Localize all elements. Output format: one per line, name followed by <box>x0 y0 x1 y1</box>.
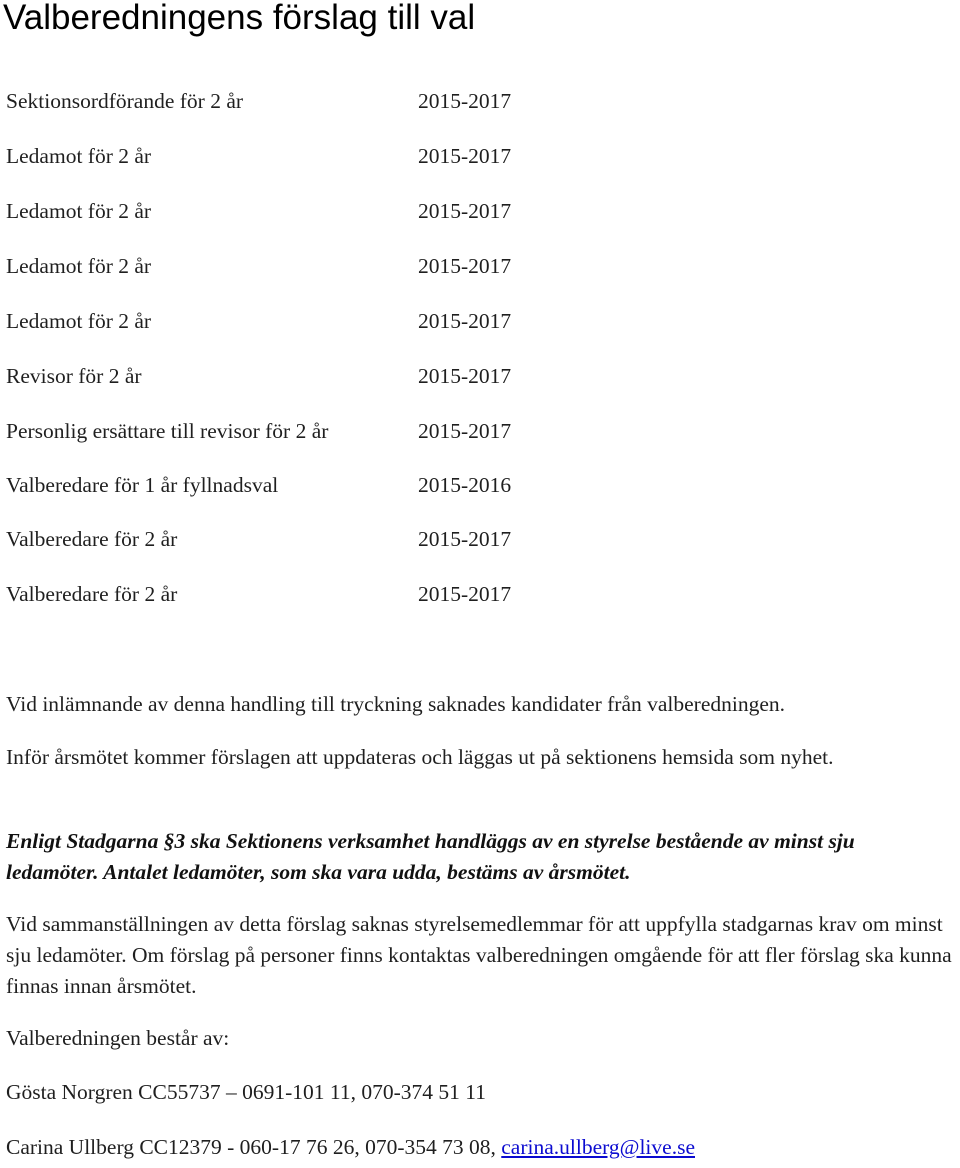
position-row <box>6 361 566 391</box>
position-period: 2015-2017 <box>418 199 512 223</box>
position-role: Valberedare för 1 år fyllnadsval <box>6 473 279 497</box>
shortage-paragraph: Vid sammanställningen av detta förslag saknas styrelsemedlemmar för att uppfylla stadgarnas krav om minst sju ledamöter. Om förslag på personer finns kontaktas valberedningen omgående för att fler förslag ska kunna finnas innan årsmötet. <box>6 912 952 998</box>
position-role: Valberedare för 2 år <box>6 582 178 606</box>
position-role: Ledamot för 2 år <box>6 309 152 333</box>
position-role: Ledamot för 2 år <box>6 199 152 223</box>
position-period: 2015-2017 <box>418 254 512 278</box>
position-row <box>6 524 566 554</box>
position-row <box>6 470 566 500</box>
position-period: 2015-2017 <box>418 419 512 443</box>
committee-heading: Valberedningen består av: <box>6 1026 230 1050</box>
position-role: Valberedare för 2 år <box>6 527 178 551</box>
page-title: Valberedningens förslag till val <box>3 0 476 37</box>
position-period: 2015-2016 <box>418 473 512 497</box>
position-period: 2015-2017 <box>418 527 512 551</box>
position-row <box>6 306 566 336</box>
committee-member <box>6 1077 960 1108</box>
position-row <box>6 196 566 226</box>
position-role: Sektionsordförande för 2 år <box>6 89 244 113</box>
position-role: Ledamot för 2 år <box>6 144 152 168</box>
member-contact: Carina Ullberg CC12379 - 060-17 76 26, 070-354 73 08, <box>6 1135 502 1159</box>
position-role: Personlig ersättare till revisor för 2 år <box>6 419 329 443</box>
update-notice-paragraph: Inför årsmötet kommer förslagen att uppdateras och läggas ut på sektionens hemsida som nyhet. <box>6 745 834 769</box>
position-period: 2015-2017 <box>418 364 512 388</box>
position-period: 2015-2017 <box>418 144 512 168</box>
position-row <box>6 86 566 116</box>
statute-paragraph: Enligt Stadgarna §3 ska Sektionens verksamhet handläggs av en styrelse bestående av minst sju ledamöter. Antalet ledamöter, som ska vara udda, bestäms av årsmötet. <box>6 829 855 884</box>
email-link[interactable]: carina.ullberg@live.se <box>501 1135 695 1159</box>
position-period: 2015-2017 <box>418 89 512 113</box>
position-role: Ledamot för 2 år <box>6 254 152 278</box>
no-candidates-paragraph: Vid inlämnande av denna handling till tryckning saknades kandidater från valberedningen. <box>6 692 786 716</box>
position-period: 2015-2017 <box>418 309 512 333</box>
position-row <box>6 141 566 171</box>
position-row <box>6 251 566 281</box>
position-row <box>6 579 566 609</box>
position-period: 2015-2017 <box>418 582 512 606</box>
member-contact: Gösta Norgren CC55737 – 0691-101 11, 070-374 51 11 <box>6 1080 486 1104</box>
committee-member <box>6 1132 960 1163</box>
position-row <box>6 416 566 446</box>
position-role: Revisor för 2 år <box>6 364 142 388</box>
